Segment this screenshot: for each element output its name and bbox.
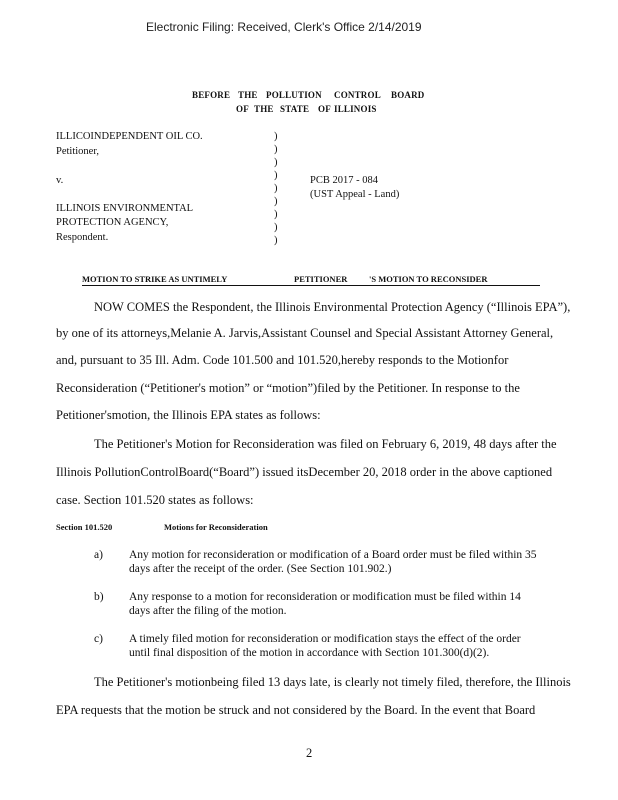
list-marker: a): [94, 549, 103, 561]
respondent-role: Respondent.: [56, 232, 109, 243]
list-item-line: until final disposition of the motion in accordance with Section 101.300(d)(2).: [129, 647, 490, 659]
caption-paren: ): [274, 209, 278, 220]
body-line: Reconsideration (“Petitioner's motion” or “motion”)filed by the Petitioner. In response to the: [56, 381, 520, 395]
header-word: OF: [236, 104, 249, 114]
body-line: Illinois PollutionControlBoard(“Board”) issued itsDecember 20, 2018 order in the above captioned: [56, 465, 553, 479]
list-item-line: Any response to a motion for reconsideration or modification must be filed within 14: [129, 591, 521, 603]
motion-title-part: 'S MOTION TO RECONSIDER: [369, 274, 488, 284]
caption-paren: ): [274, 196, 278, 207]
section-number: Section 101.520: [56, 522, 113, 532]
body-line: NOW COMES the Respondent, the Illinois Environmental Protection Agency (“Illinois EPA”),: [94, 300, 571, 314]
body-line: EPA requests that the motion be struck and not considered by the Board. In the event that Board: [56, 703, 536, 717]
case-type: (UST Appeal - Land): [310, 189, 400, 200]
caption-paren: ): [274, 144, 278, 155]
list-marker: c): [94, 633, 103, 645]
caption-paren: ): [274, 183, 278, 194]
case-number: PCB 2017 - 084: [310, 175, 378, 186]
petitioner-name: ILLICOINDEPENDENT OIL CO.: [56, 131, 203, 142]
header-word: THE: [238, 90, 258, 100]
caption-paren: ): [274, 131, 278, 142]
header-word: ILLINOIS: [334, 104, 377, 114]
section-title: Motions for Reconsideration: [164, 522, 268, 532]
header-word: THE: [254, 104, 274, 114]
header-word: POLLUTION: [266, 90, 322, 100]
caption-paren: ): [274, 222, 278, 233]
body-line: case. Section 101.520 states as follows:: [56, 493, 254, 507]
respondent-name: ILLINOIS ENVIRONMENTAL: [56, 203, 194, 214]
list-item-line: A timely filed motion for reconsideration or modification stays the effect of the order: [129, 633, 521, 645]
page-number: 2: [306, 746, 313, 760]
body-line: and, pursuant to 35 Ill. Adm. Code 101.500 and 101.520,hereby responds to the Motionfor: [56, 353, 509, 367]
body-line: Petitioner'smotion, the Illinois EPA states as follows:: [56, 408, 321, 422]
petitioner-role: Petitioner,: [56, 146, 100, 157]
list-item-line: days after the receipt of the order. (See Section 101.902.): [129, 563, 392, 575]
body-line: The Petitioner's motionbeing filed 13 days late, is clearly not timely filed, therefore, the Illinois: [94, 675, 571, 689]
caption-paren: ): [274, 157, 278, 168]
header-word: STATE: [280, 104, 310, 114]
caption-paren: ): [274, 235, 278, 246]
list-item-line: days after the filing of the motion.: [129, 605, 287, 617]
body-line: by one of its attorneys,Melanie A. Jarvis,Assistant Counsel and Special Assistant Attorney General,: [56, 326, 554, 340]
versus-label: v.: [56, 175, 64, 186]
filing-stamp: Electronic Filing: Received, Clerk's Office 2/14/2019: [146, 20, 422, 34]
motion-title-part: MOTION TO STRIKE AS UNTIMELY: [82, 274, 228, 284]
header-word: BOARD: [391, 90, 425, 100]
motion-title-part: PETITIONER: [294, 274, 348, 284]
respondent-name-continued: PROTECTION AGENCY,: [56, 217, 169, 228]
body-line: The Petitioner's Motion for Reconsideration was filed on February 6, 2019, 48 days after the: [94, 437, 557, 451]
header-word: CONTROL: [334, 90, 381, 100]
header-word: BEFORE: [192, 90, 231, 100]
list-marker: b): [94, 591, 104, 603]
title-underline: [82, 285, 540, 286]
header-word: OF: [318, 104, 331, 114]
caption-paren: ): [274, 170, 278, 181]
list-item-line: Any motion for reconsideration or modification of a Board order must be filed within 35: [129, 549, 537, 561]
